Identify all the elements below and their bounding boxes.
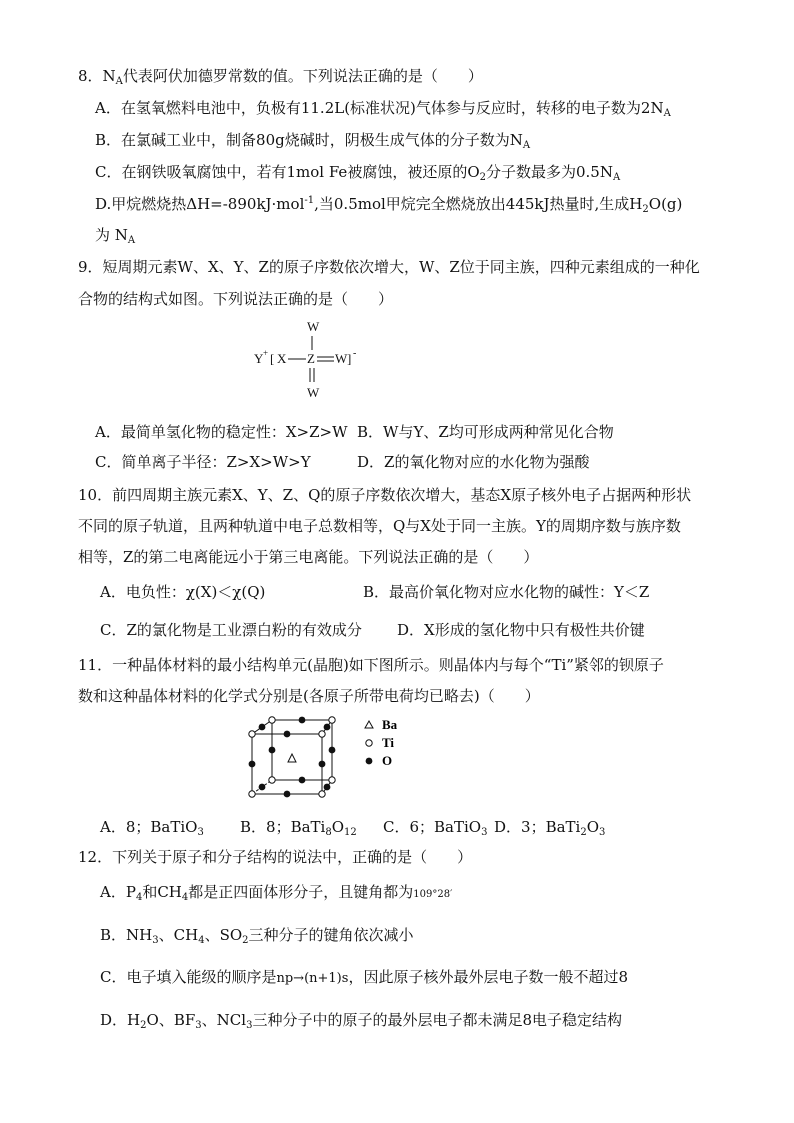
cation-charge: + [263,348,269,358]
ba-atom [288,754,296,762]
o-atom [319,761,326,768]
q9-option-b: B．W与Y、Z均可形成两种常见化合物 [357,423,614,441]
q12-stem: 12．下列关于原子和分子结构的说法中，正确的是（ ） [78,848,473,866]
q11-option-d: D．3；$BaTi_2O_3$ [494,818,606,838]
q12-option-a: A．$P_4$和$CH_4$都是正四面体形分子，且键角都为109°28′ [100,883,453,903]
o-atom [284,731,291,738]
anion-charge: - [353,348,357,359]
legend-ba-label: Ba [382,717,398,732]
o-atom [284,791,291,798]
q8-stem: 8．$N_A$代表阿伏加德罗常数的值。下列说法正确的是（ ） [78,67,483,87]
q10-stem-line2: 不同的原子轨道，且两种轨道中电子总数相等，Q与X处于同一主族。Y的周期序数与族序数 [78,517,681,535]
y-cation: Y [254,351,264,366]
ti-atom [249,791,255,797]
o-atom [329,747,336,754]
ti-atom [319,791,325,797]
o-atom [269,747,276,754]
q12-option-c: C．电子填入能级的顺序是np→(n+1)s，因此原子核外最外层电子数一般不超过8 [100,968,628,986]
q9-stem-line1: 9．短周期元素W、X、Y、Z的原子序数依次增大，W、Z位于同主族，四种元素组成的一种化 [78,258,700,276]
q10-option-c: C．Z的氯化物是工业漂白粉的有效成分 [100,621,362,639]
q10-option-d: D．X形成的氢化物中只有极性共价键 [397,621,645,639]
q11-option-c: C．6；BaTiO$_3$ [383,818,488,838]
o-atom [299,717,306,724]
legend-o-dot-icon [366,758,373,765]
q8-option-a: A．在氢氧燃料电池中，负极有11.2L(标准状况)气体参与反应时，转移的电子数为$2N_A$ [95,99,671,119]
q10-stem-line1: 10．前四周期主族元素X、Y、Z、Q的原子序数依次增大，基态X原子核外电子占据两种形状 [78,486,692,504]
structural-formula-figure [250,318,370,402]
q11-stem-line2: 数和这种晶体材料的化学式分别是(各原子所带电荷均已略去)（ ） [78,687,540,705]
legend-ti-circle-icon [366,740,372,746]
w-right-atom: W [335,351,348,366]
q12-option-d: D．$H_2O$、$BF_3$、NCl$_3$三种分子中的原子的最外层电子都未满足8电子稳定结构 [100,1011,622,1031]
legend-ti-label: Ti [382,735,395,750]
q8-option-b: B．在氯碱工业中，制备80g烧碱时，阴极生成气体的分子数为$N_A$ [95,131,531,151]
x-atom: X [277,351,287,366]
q10-option-b: B．最高价氧化物对应水化物的碱性：Y＜Z [363,583,650,601]
o-atom [259,724,266,731]
w-top-atom: W [307,319,320,334]
cell-back-face [272,720,332,780]
q11-option-b: B．8；$BaTi_8O_{12}$ [240,818,357,838]
bracket-right: ] [347,351,352,366]
z-atom: Z [307,351,315,366]
o-atom [324,724,331,731]
o-atom [259,784,266,791]
crystal-cell-figure [244,712,414,808]
ti-atom [249,731,255,737]
q9-option-d: D．Z的氧化物对应的水化物为强酸 [357,453,590,471]
q8-option-d: D.甲烷燃烧热ΔH=-890kJ·mol$^{-1}$,当0.5mol甲烷完全燃烧放出445kJ热量时,生成$H_2O(g)$ [95,195,683,215]
ti-atom [329,777,335,783]
bracket-left: [ [270,351,275,366]
legend-ba-triangle-icon [365,721,373,728]
o-atom [249,761,256,768]
o-atom [324,784,331,791]
ti-atom [319,731,325,737]
w-bottom-atom: W [307,385,320,400]
q12-option-b: B．$NH_3$、$CH_4$、$SO_2$三种分子的键角依次减小 [100,926,414,946]
q11-stem-line1: 11．一种晶体材料的最小结构单元(晶胞)如下图所示。则晶体内与每个“Ti”紧邻的钡原子 [78,656,664,674]
o-atom [299,777,306,784]
q8-option-c: C．在钢铁吸氧腐蚀中，若有1mol Fe被腐蚀，被还原的$O_2$分子数最多为$0.5N_A$ [95,163,621,183]
q11-option-a: A．8；BaTiO$_3$ [100,818,204,838]
legend-o-label: O [382,753,393,768]
q10-stem-line3: 相等，Z的第二电离能远小于第三电离能。下列说法正确的是（ ） [78,548,539,566]
ti-atom [269,777,275,783]
ti-atom [329,717,335,723]
q9-stem-line2: 合物的结构式如图。下列说法正确的是（ ） [78,290,394,308]
q10-option-a: A．电负性：χ(X)＜χ(Q) [100,583,266,601]
ti-atom [269,717,275,723]
q9-option-a: A．最简单氢化物的稳定性：X>Z>W [95,423,348,441]
q9-option-c: C．简单离子半径：Z>X>W>Y [95,453,311,471]
q8-option-d-cont: 为 $N_A$ [95,226,136,246]
